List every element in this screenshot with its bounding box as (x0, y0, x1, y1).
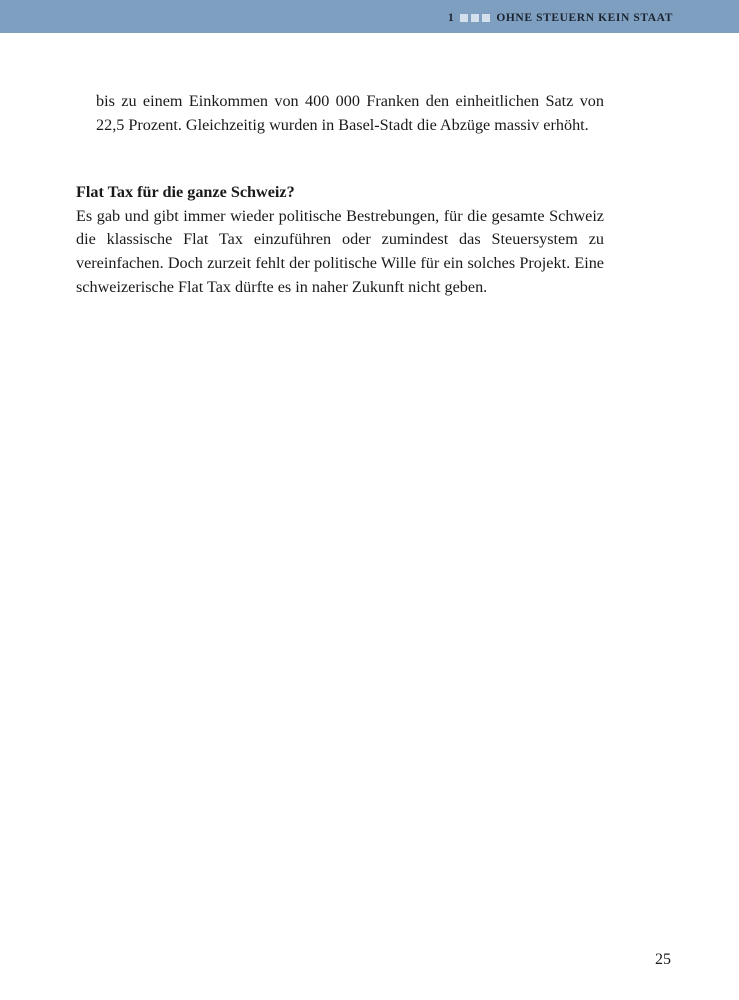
section-heading: Flat Tax für die ganze Schweiz? (76, 183, 295, 201)
continuation-paragraph: bis zu einem Einkommen von 400 000 Franken den einheitlichen Satz von 22,5 Prozent. Gleichzeitig wurden in Basel-Stadt die Abzüge massiv erhöht. (96, 92, 604, 134)
section-flat-tax-schweiz (76, 181, 604, 300)
square-icon (471, 14, 479, 22)
chapter-title: OHNE STEUERN KEIN STAAT (496, 12, 673, 24)
running-header (448, 10, 673, 26)
square-icon (460, 14, 468, 22)
page-number: 25 (655, 951, 671, 968)
running-header-bar (0, 0, 739, 33)
section-paragraph: Es gab und gibt immer wieder politische Bestrebungen, für die gesamte Schweiz die klassische Flat Tax einzuführen oder zumindest das Steuersystem zu vereinfachen. Doch zurzeit fehlt der politische Wille für ein solches Projekt. Eine schweizerische Flat Tax dürfte es in naher Zukunft nicht geben. (76, 206, 604, 296)
chapter-number: 1 (447, 12, 455, 24)
square-icon (482, 14, 490, 22)
decorative-squares (460, 14, 490, 22)
